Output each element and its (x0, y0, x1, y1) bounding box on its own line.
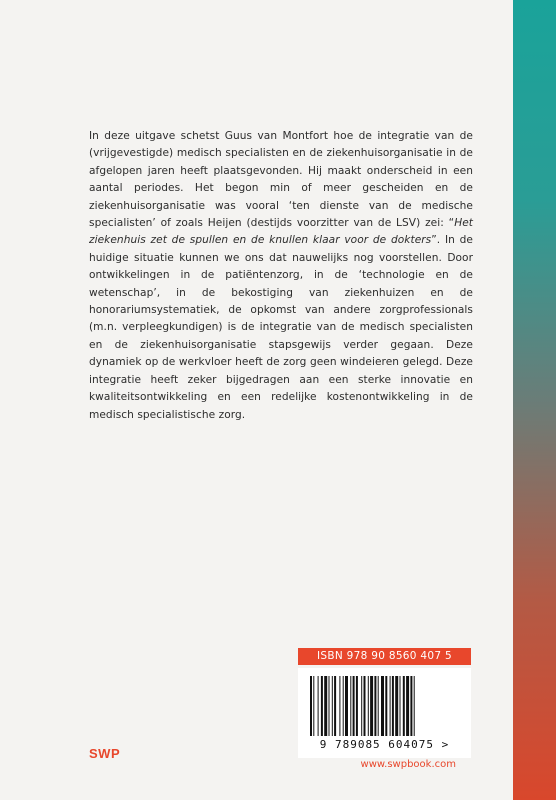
barcode-bars (310, 676, 459, 736)
isbn-label: ISBN 978 90 8560 407 5 (298, 648, 471, 665)
publisher-logo: SWP (89, 746, 121, 761)
blurb-paragraph (89, 128, 473, 424)
blurb-text-part2: ”. In de huidige situatie kunnen we ons dat nauwelijks nog voorstellen. Door ontwikkelingen in de patiëntenzorg, in de ‘technologie en de wetenschap’, in de bekostiging van ziekenhuizen en de honorariumsystematiek, de opkomst van andere zorgprofessionals (m.n. verpleegkundigen) is de integratie van de medisch specialisten en de ziekenhuisorganisatie stapsgewijs verder gegaan. Deze dynamiek op de werkvloer heeft de zorg geen windeieren gelegd. Deze integratie heeft zeker bijgedragen aan een sterke innovatie en kwaliteitsontwikkeling en een redelijke kostenontwikkeling in de medisch specialistische zorg. (89, 234, 474, 421)
publisher-website: www.swpbook.com (360, 759, 456, 770)
barcode-number: 9 789085 604075 > (319, 738, 450, 751)
decorative-color-strip (513, 0, 556, 800)
blurb-quote: Het ziekenhuis zet de spullen en de knullen klaar voor de dokters (89, 217, 473, 247)
back-cover-blurb (89, 128, 473, 424)
barcode (298, 668, 471, 758)
blurb-text-part1: In deze uitgave schetst Guus van Montfort hoe de integratie van de (vrijgevestigde) medisch specialisten en de ziekenhuisorganisatie in de afgelopen jaren heeft plaatsgevonden. Hij maakt onderscheid in een aantal periodes. Het begon min of meer gescheiden en de ziekenhuisorganisatie was vooral ‘ten dienste van de medische specialisten’ of zoals Heijen (destijds voorzitter van de LSV) zei: “ (89, 130, 473, 230)
